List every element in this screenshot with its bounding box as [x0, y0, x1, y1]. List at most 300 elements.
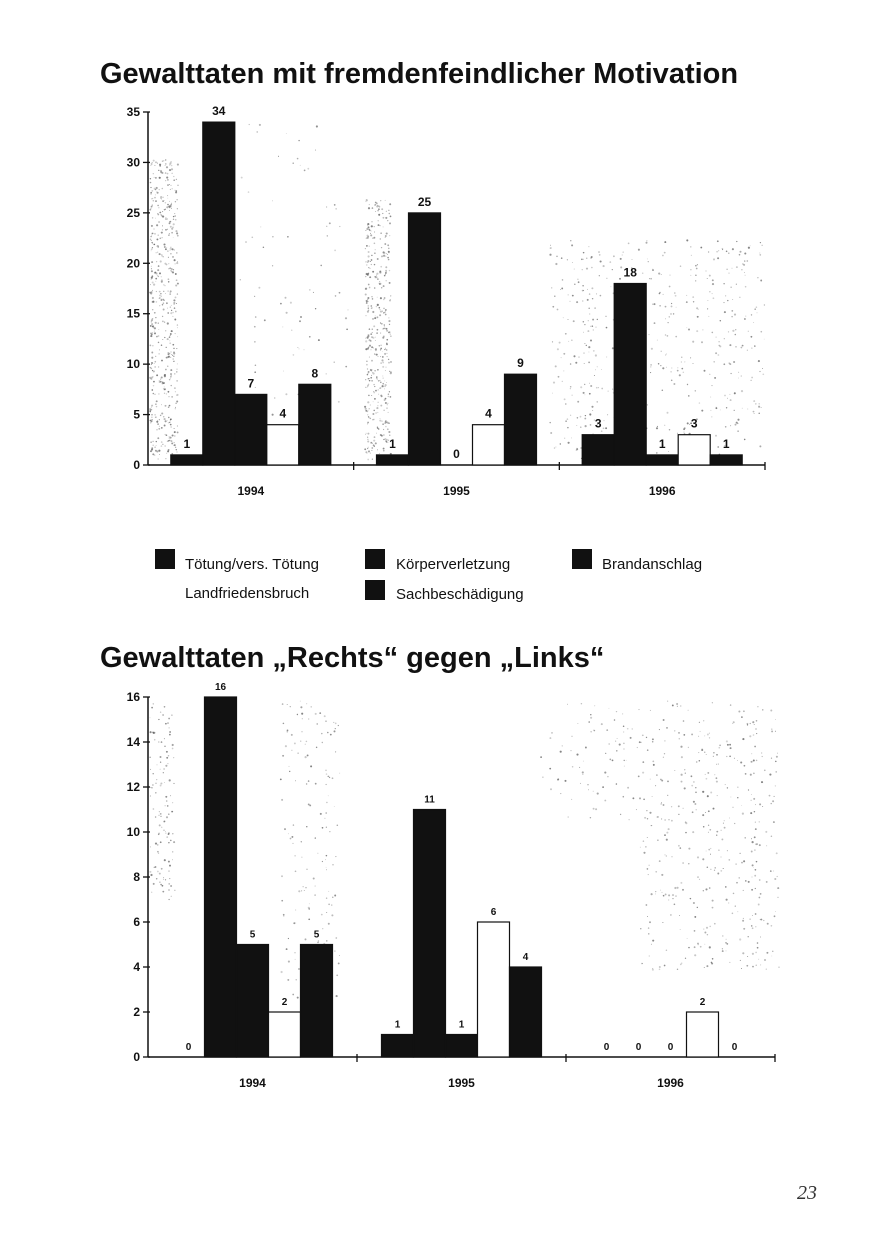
- x-tick-label: 1995: [448, 1076, 475, 1090]
- texture-speck: [665, 893, 667, 895]
- texture-speck: [750, 723, 751, 724]
- texture-speck: [158, 833, 159, 834]
- texture-speck: [316, 723, 317, 724]
- data-label: 0: [667, 1042, 674, 1053]
- texture-speck: [632, 728, 633, 729]
- texture-speck: [678, 814, 679, 815]
- texture-speck: [172, 851, 173, 852]
- texture-speck: [712, 958, 714, 960]
- texture-speck: [168, 899, 169, 900]
- texture-speck: [744, 837, 745, 838]
- y-tick-label: 5: [133, 407, 140, 422]
- texture-speck: [168, 842, 169, 843]
- texture-speck: [715, 867, 716, 868]
- x-tick-label: 1996: [648, 484, 676, 498]
- texture-speck: [158, 719, 159, 720]
- texture-speck: [623, 726, 625, 728]
- texture-speck: [729, 962, 730, 963]
- y-tick-label: 10: [126, 357, 140, 372]
- texture-speck: [664, 819, 665, 820]
- texture-speck: [671, 820, 673, 822]
- texture-speck: [310, 765, 312, 767]
- texture-speck: [577, 723, 578, 724]
- texture-speck: [700, 731, 701, 732]
- texture-speck: [737, 911, 738, 912]
- texture-speck: [590, 731, 591, 732]
- texture-speck: [755, 926, 756, 927]
- texture-speck: [315, 783, 317, 785]
- texture-speck: [623, 743, 624, 744]
- texture-speck: [300, 741, 301, 742]
- texture-speck: [699, 722, 700, 723]
- texture-speck: [564, 780, 566, 782]
- texture-speck: [769, 795, 771, 797]
- texture-speck: [334, 806, 335, 807]
- texture-speck: [335, 751, 336, 752]
- texture-speck: [767, 923, 769, 925]
- texture-speck: [708, 849, 710, 851]
- texture-speck: [304, 890, 305, 891]
- texture-speck: [771, 730, 773, 732]
- texture-speck: [295, 959, 296, 960]
- data-label: 8: [311, 366, 319, 381]
- texture-speck: [751, 838, 752, 839]
- texture-speck: [664, 740, 665, 741]
- texture-speck: [729, 755, 731, 757]
- y-tick-label: 6: [133, 915, 140, 929]
- texture-speck: [167, 805, 169, 807]
- y-tick-label: 8: [133, 870, 140, 884]
- texture-speck: [670, 914, 671, 915]
- texture-speck: [587, 784, 588, 785]
- texture-speck: [317, 942, 319, 944]
- texture-speck: [164, 746, 166, 748]
- texture-speck: [753, 773, 755, 775]
- texture-speck: [763, 920, 764, 921]
- legend-label-koerperverletzung: Körperverletzung: [396, 556, 511, 573]
- texture-speck: [709, 887, 711, 889]
- texture-speck: [674, 887, 676, 889]
- texture-speck: [749, 735, 751, 737]
- texture-speck: [677, 969, 678, 970]
- texture-speck: [751, 753, 752, 754]
- texture-speck: [582, 774, 583, 775]
- y-tick-label: 4: [133, 960, 140, 974]
- y-tick-label: 2: [133, 1005, 140, 1019]
- texture-speck: [318, 940, 319, 941]
- texture-speck: [616, 783, 618, 785]
- texture-speck: [753, 798, 755, 800]
- texture-speck: [157, 764, 158, 765]
- texture-speck: [642, 761, 644, 763]
- texture-speck: [761, 752, 762, 753]
- texture-speck: [685, 821, 687, 823]
- texture-speck: [737, 787, 738, 788]
- texture-speck: [664, 965, 666, 967]
- texture-speck: [332, 864, 333, 865]
- texture-speck: [339, 955, 340, 956]
- texture-speck: [287, 979, 289, 981]
- texture-speck: [742, 920, 744, 922]
- texture-speck: [160, 762, 161, 763]
- texture-speck: [620, 814, 621, 815]
- texture-speck: [308, 780, 310, 782]
- texture-speck: [655, 785, 656, 786]
- texture-speck: [585, 747, 587, 749]
- texture-speck: [726, 943, 728, 945]
- texture-speck: [694, 916, 696, 918]
- texture-speck: [328, 795, 329, 796]
- texture-speck: [770, 870, 772, 872]
- texture-speck: [301, 731, 302, 732]
- texture-speck: [747, 956, 748, 957]
- texture-speck: [662, 922, 663, 923]
- texture-speck: [717, 873, 719, 875]
- texture-speck: [319, 712, 321, 714]
- texture-speck: [162, 885, 164, 887]
- texture-speck: [727, 850, 728, 851]
- texture-speck: [156, 779, 157, 780]
- texture-speck: [308, 718, 309, 719]
- texture-speck: [644, 817, 646, 819]
- texture-speck: [594, 730, 595, 731]
- texture-speck: [302, 718, 303, 719]
- texture-speck: [615, 741, 616, 742]
- texture-speck: [720, 870, 722, 872]
- texture-speck: [161, 868, 163, 870]
- texture-speck: [731, 797, 732, 798]
- texture-speck: [309, 908, 310, 909]
- texture-speck: [688, 747, 689, 748]
- texture-speck: [734, 823, 735, 824]
- page-number: 23: [797, 1182, 817, 1204]
- texture-speck: [697, 907, 698, 908]
- texture-speck: [619, 744, 621, 746]
- texture-speck: [334, 895, 336, 897]
- texture-speck: [173, 783, 174, 784]
- texture-speck: [320, 813, 322, 815]
- texture-speck: [168, 883, 170, 885]
- texture-speck: [169, 779, 171, 781]
- texture-speck: [697, 856, 699, 858]
- x-tick-label: 1996: [657, 1076, 684, 1090]
- texture-speck: [560, 793, 561, 794]
- texture-speck: [762, 806, 763, 807]
- texture-speck: [332, 897, 333, 898]
- texture-speck: [709, 829, 711, 831]
- texture-speck: [288, 833, 289, 834]
- texture-speck: [151, 892, 152, 893]
- texture-speck: [309, 903, 310, 904]
- texture-speck: [167, 763, 168, 764]
- texture-speck: [747, 723, 749, 725]
- texture-speck: [774, 796, 775, 797]
- texture-speck: [708, 825, 709, 826]
- texture-speck: [647, 837, 648, 838]
- texture-speck: [754, 746, 756, 748]
- texture-speck: [677, 887, 679, 889]
- texture-speck: [710, 848, 711, 849]
- texture-speck: [729, 744, 731, 746]
- texture-speck: [709, 946, 711, 948]
- texture-speck: [652, 968, 653, 969]
- texture-speck: [771, 803, 772, 804]
- texture-speck: [695, 792, 697, 794]
- y-tick-label: 14: [126, 735, 140, 749]
- texture-speck: [663, 804, 665, 806]
- texture-speck: [714, 923, 716, 925]
- data-label: 0: [185, 1042, 192, 1053]
- data-label: 25: [417, 194, 432, 209]
- texture-speck: [740, 960, 741, 961]
- texture-speck: [694, 954, 696, 956]
- texture-speck: [759, 879, 761, 881]
- texture-speck: [327, 732, 329, 734]
- texture-speck: [741, 805, 742, 806]
- texture-speck: [648, 927, 649, 928]
- texture-speck: [331, 914, 333, 916]
- texture-speck: [651, 893, 653, 895]
- texture-speck: [698, 752, 699, 753]
- texture-speck: [732, 723, 733, 724]
- texture-speck: [681, 756, 683, 758]
- texture-speck: [283, 914, 285, 916]
- texture-speck: [677, 706, 678, 707]
- texture-speck: [727, 787, 728, 788]
- texture-speck: [703, 826, 705, 828]
- texture-speck: [716, 781, 718, 783]
- texture-speck: [173, 757, 174, 758]
- texture-speck: [776, 756, 778, 758]
- texture-speck: [165, 796, 167, 798]
- texture-speck: [681, 963, 682, 964]
- texture-speck: [739, 853, 740, 854]
- texture-speck: [751, 761, 753, 763]
- texture-speck: [716, 835, 717, 836]
- texture-speck: [744, 765, 746, 767]
- texture-speck: [159, 824, 161, 826]
- texture-speck: [653, 764, 655, 766]
- texture-speck: [692, 831, 694, 833]
- texture-speck: [155, 816, 157, 818]
- texture-speck: [752, 877, 753, 878]
- texture-speck: [775, 731, 776, 732]
- texture-speck: [160, 785, 162, 787]
- texture-speck: [769, 774, 771, 776]
- texture-speck: [606, 729, 608, 731]
- texture-speck: [626, 760, 627, 761]
- texture-speck: [733, 721, 735, 723]
- texture-speck: [660, 779, 662, 781]
- texture-speck: [616, 711, 617, 712]
- texture-speck: [157, 851, 159, 853]
- texture-speck: [315, 886, 316, 887]
- texture-speck: [162, 891, 164, 893]
- texture-speck: [281, 875, 283, 877]
- texture-speck: [150, 787, 151, 788]
- texture-speck: [778, 967, 779, 968]
- texture-speck: [632, 797, 634, 799]
- texture-speck: [676, 703, 678, 705]
- texture-speck: [158, 853, 159, 854]
- texture-speck: [326, 784, 327, 785]
- texture-speck: [704, 735, 705, 736]
- texture-speck: [579, 767, 580, 768]
- texture-speck: [774, 878, 776, 880]
- texture-speck: [652, 940, 654, 942]
- texture-speck: [315, 713, 317, 715]
- texture-speck: [282, 755, 284, 757]
- texture-speck: [646, 737, 647, 738]
- texture-speck: [672, 894, 674, 896]
- texture-speck: [307, 754, 309, 756]
- texture-speck: [770, 709, 772, 711]
- texture-speck: [666, 855, 667, 856]
- bar: [237, 945, 269, 1058]
- texture-speck: [540, 756, 542, 758]
- texture-speck: [661, 803, 662, 804]
- texture-speck: [156, 878, 157, 879]
- texture-speck: [582, 771, 584, 773]
- texture-speck: [771, 758, 772, 759]
- texture-speck: [335, 937, 337, 939]
- texture-speck: [699, 760, 701, 762]
- texture-speck: [707, 866, 709, 868]
- texture-speck: [762, 756, 763, 757]
- texture-speck: [306, 783, 307, 784]
- texture-speck: [700, 946, 702, 948]
- texture-speck: [629, 819, 630, 820]
- texture-speck: [753, 867, 754, 868]
- texture-speck: [659, 966, 661, 968]
- bar: [687, 1012, 719, 1057]
- texture-speck: [718, 849, 720, 851]
- texture-speck: [656, 817, 657, 818]
- texture-speck: [325, 769, 327, 771]
- bar: [446, 1035, 478, 1058]
- texture-speck: [305, 756, 307, 758]
- texture-speck: [722, 948, 723, 949]
- texture-speck: [542, 777, 543, 778]
- texture-speck: [609, 759, 611, 761]
- texture-speck: [729, 818, 730, 819]
- texture-speck: [285, 745, 287, 747]
- texture-speck: [296, 979, 297, 980]
- texture-speck: [326, 869, 327, 870]
- texture-speck: [738, 710, 740, 712]
- texture-speck: [726, 939, 727, 940]
- data-label: 34: [212, 104, 226, 119]
- texture-speck: [173, 841, 175, 843]
- texture-speck: [322, 827, 324, 829]
- texture-speck: [684, 769, 685, 770]
- texture-speck: [672, 898, 673, 899]
- texture-speck: [740, 761, 742, 763]
- texture-speck: [682, 889, 684, 891]
- texture-speck: [764, 959, 766, 961]
- texture-speck: [705, 774, 706, 775]
- texture-speck: [760, 937, 761, 938]
- texture-speck: [652, 969, 654, 971]
- data-label: 0: [635, 1042, 642, 1053]
- texture-speck: [640, 847, 641, 848]
- texture-speck: [172, 833, 173, 834]
- texture-speck: [623, 796, 625, 798]
- texture-speck: [704, 752, 705, 753]
- texture-speck: [649, 955, 650, 956]
- texture-speck: [714, 870, 715, 871]
- texture-speck: [325, 859, 326, 860]
- texture-speck: [771, 728, 772, 729]
- texture-speck: [153, 703, 154, 704]
- texture-speck: [168, 833, 170, 835]
- texture-speck: [659, 969, 661, 971]
- texture-speck: [668, 828, 670, 830]
- texture-speck: [688, 863, 689, 864]
- texture-speck: [695, 787, 696, 788]
- texture-speck: [680, 746, 682, 748]
- texture-speck: [709, 733, 710, 734]
- texture-speck: [777, 876, 778, 877]
- texture-speck: [638, 776, 640, 778]
- bar: [478, 922, 510, 1057]
- texture-speck: [659, 729, 660, 730]
- texture-speck: [617, 738, 618, 739]
- texture-speck: [766, 881, 768, 883]
- texture-speck: [172, 859, 173, 860]
- texture-speck: [293, 843, 294, 844]
- data-label: 1: [394, 1019, 401, 1031]
- texture-speck: [771, 835, 773, 837]
- texture-speck: [604, 772, 606, 774]
- texture-speck: [755, 728, 756, 729]
- texture-speck: [664, 834, 666, 836]
- texture-speck: [777, 897, 778, 898]
- texture-speck: [710, 869, 711, 870]
- texture-speck: [764, 769, 766, 771]
- texture-speck: [290, 706, 291, 707]
- texture-speck: [723, 823, 724, 824]
- texture-speck: [735, 863, 736, 864]
- texture-speck: [702, 814, 704, 816]
- texture-speck: [160, 841, 162, 843]
- texture-speck: [157, 844, 159, 846]
- texture-speck: [713, 756, 714, 757]
- texture-speck: [164, 706, 166, 708]
- texture-speck: [652, 738, 654, 740]
- texture-speck: [168, 861, 170, 863]
- texture-speck: [666, 839, 668, 841]
- texture-speck: [706, 927, 708, 929]
- texture-speck: [647, 749, 649, 751]
- data-label: 4: [485, 406, 492, 421]
- data-label: 1: [458, 1019, 465, 1031]
- texture-speck: [759, 821, 760, 822]
- texture-speck: [766, 969, 767, 970]
- texture-speck: [730, 704, 731, 705]
- texture-speck: [655, 893, 656, 894]
- texture-speck: [752, 966, 754, 968]
- texture-speck: [643, 840, 645, 842]
- texture-speck: [724, 827, 726, 829]
- texture-speck: [165, 879, 166, 880]
- texture-speck: [743, 890, 744, 891]
- texture-speck: [152, 773, 153, 774]
- texture-speck: [153, 732, 155, 734]
- texture-speck: [595, 808, 597, 810]
- texture-speck: [166, 816, 168, 818]
- texture-speck: [717, 795, 718, 796]
